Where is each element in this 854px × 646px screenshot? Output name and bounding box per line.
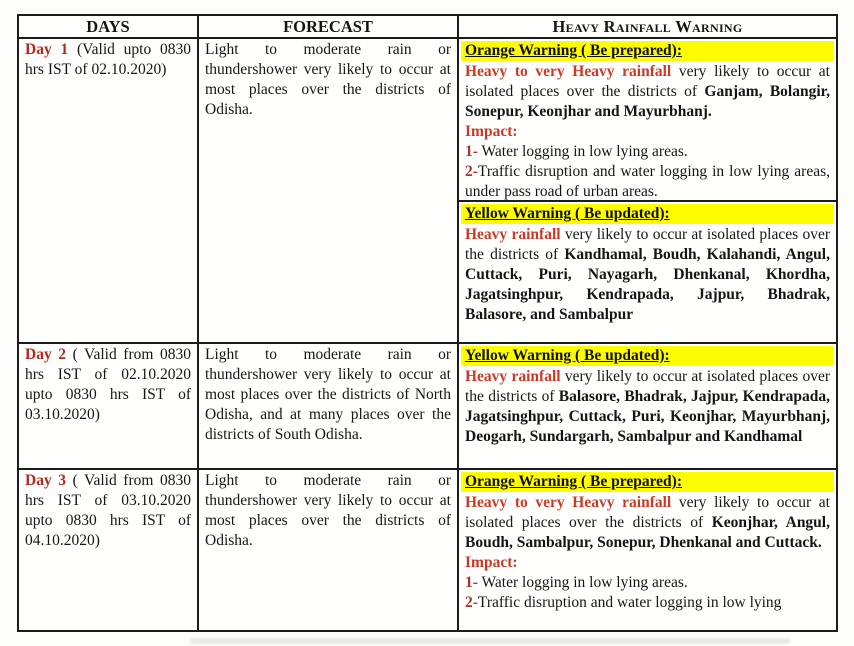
impact-line-2 bbox=[465, 162, 830, 202]
day2-validity-cell bbox=[19, 344, 199, 468]
day3-validity-cell bbox=[19, 470, 199, 632]
day1-validity-cell bbox=[19, 39, 199, 342]
orange-warning-heading bbox=[461, 41, 834, 61]
day1-label: Day 1 bbox=[25, 41, 69, 58]
warning-body-text: very likely to occur at isolated places over the districts of bbox=[465, 226, 830, 263]
day2-label: Day 2 bbox=[25, 346, 67, 363]
rainfall-phrase: Heavy to very Heavy rainfall bbox=[465, 63, 672, 80]
day3-label: Day 3 bbox=[25, 472, 67, 489]
impact-number: 1- bbox=[465, 574, 478, 591]
rainfall-phrase: Heavy to very Heavy rainfall bbox=[465, 494, 672, 511]
table-row-day3 bbox=[19, 470, 836, 632]
impact-line-2 bbox=[465, 593, 830, 613]
impact-number: 2- bbox=[465, 163, 478, 180]
impact-text: Traffic disruption and water logging in low lying areas, under pass road of urban areas. bbox=[465, 163, 830, 200]
day1-yellow-warning-block bbox=[459, 202, 836, 342]
impact-text: Water logging in low lying areas. bbox=[477, 574, 688, 591]
table-row-day2 bbox=[19, 344, 836, 470]
day3-warning-cell bbox=[459, 470, 836, 632]
day2-warning-cell bbox=[459, 344, 836, 468]
day1-warning-cell bbox=[459, 39, 836, 342]
impact-label: Impact: bbox=[465, 123, 518, 140]
table-row-day1 bbox=[19, 39, 836, 344]
rainfall-phrase: Heavy rainfall bbox=[465, 226, 561, 243]
district-list: Kandhamal, Boudh, Kalahandi, Angul, Cuttack, Puri, Nayagarh, Dhenkanal, Khordha, Jagatsinghpur, Kendrapada, Jajpur, Bhadrak, Balasore, and Sambalpur bbox=[465, 246, 830, 323]
day1-orange-warning-block bbox=[459, 39, 836, 202]
header-warning: Heavy Rainfall Warning bbox=[552, 17, 743, 36]
table-header-row bbox=[19, 16, 836, 39]
scan-shadow bbox=[190, 638, 790, 644]
orange-warning-heading-text: Orange Warning ( Be prepared): bbox=[465, 42, 682, 59]
day1-validity-text: (Valid upto 0830 hrs IST of 02.10.2020) bbox=[25, 41, 192, 78]
orange-warning-paragraph bbox=[465, 493, 830, 553]
day3-orange-warning-block bbox=[459, 470, 836, 632]
yellow-warning-heading bbox=[461, 204, 834, 224]
header-days: DAYS bbox=[19, 16, 199, 37]
orange-warning-heading bbox=[461, 472, 834, 492]
day3-validity-text: ( Valid from 0830 hrs IST of 03.10.2020 upto 0830 hrs IST of 04.10.2020) bbox=[25, 472, 191, 549]
header-forecast: FORECAST bbox=[199, 16, 459, 37]
orange-warning-paragraph bbox=[465, 62, 830, 122]
warning-body-text: very likely to occur at isolated places over the districts of bbox=[465, 368, 830, 405]
district-list: Keonjhar, Angul, Boudh, Sambalpur, Sonepur, Dhenkanal and Cuttack. bbox=[465, 514, 830, 551]
impact-line-1 bbox=[465, 142, 830, 162]
impact-text: Traffic disruption and water logging in low lying bbox=[477, 594, 782, 611]
warning-body-text: very likely to occur at isolated places over the districts of bbox=[465, 494, 830, 531]
day2-forecast-cell: Light to moderate rain or thundershower very likely to occur at most places over the districts of North Odisha, and at many places over the districts of South Odisha. bbox=[199, 344, 459, 468]
day1-forecast-cell: Light to moderate rain or thundershower very likely to occur at most places over the districts of Odisha. bbox=[199, 39, 459, 342]
yellow-warning-heading-text: Yellow Warning ( Be updated): bbox=[465, 205, 670, 222]
orange-warning-heading-text: Orange Warning ( Be prepared): bbox=[465, 473, 682, 490]
warning-body-text: very likely to occur at isolated places over the districts of bbox=[465, 63, 830, 100]
impact-line-1 bbox=[465, 573, 830, 593]
impact-label: Impact: bbox=[465, 554, 518, 571]
impact-text: Water logging in low lying areas. bbox=[477, 143, 688, 160]
yellow-warning-paragraph bbox=[465, 225, 830, 325]
yellow-warning-heading-text: Yellow Warning ( Be updated): bbox=[465, 347, 670, 364]
yellow-warning-paragraph bbox=[465, 367, 830, 447]
day2-validity-text: ( Valid from 0830 hrs IST of 02.10.2020 upto 0830 hrs IST of 03.10.2020) bbox=[25, 346, 191, 423]
district-list: Balasore, Bhadrak, Jajpur, Kendrapada, Jagatsinghpur, Cuttack, Puri, Keonjhar, Mayurbhanj, Deogarh, Sundargarh, Sambalpur and Kandhamal bbox=[465, 388, 830, 445]
impact-number: 1- bbox=[465, 143, 478, 160]
day3-forecast-cell: Light to moderate rain or thundershower very likely to occur at most places over the districts of Odisha. bbox=[199, 470, 459, 632]
rainfall-warning-table bbox=[17, 14, 838, 632]
day2-yellow-warning-block bbox=[459, 344, 836, 468]
yellow-warning-heading bbox=[461, 346, 834, 366]
impact-number: 2- bbox=[465, 594, 478, 611]
district-list: Ganjam, Bolangir, Sonepur, Keonjhar and Mayurbhanj. bbox=[465, 83, 830, 120]
rainfall-phrase: Heavy rainfall bbox=[465, 368, 561, 385]
